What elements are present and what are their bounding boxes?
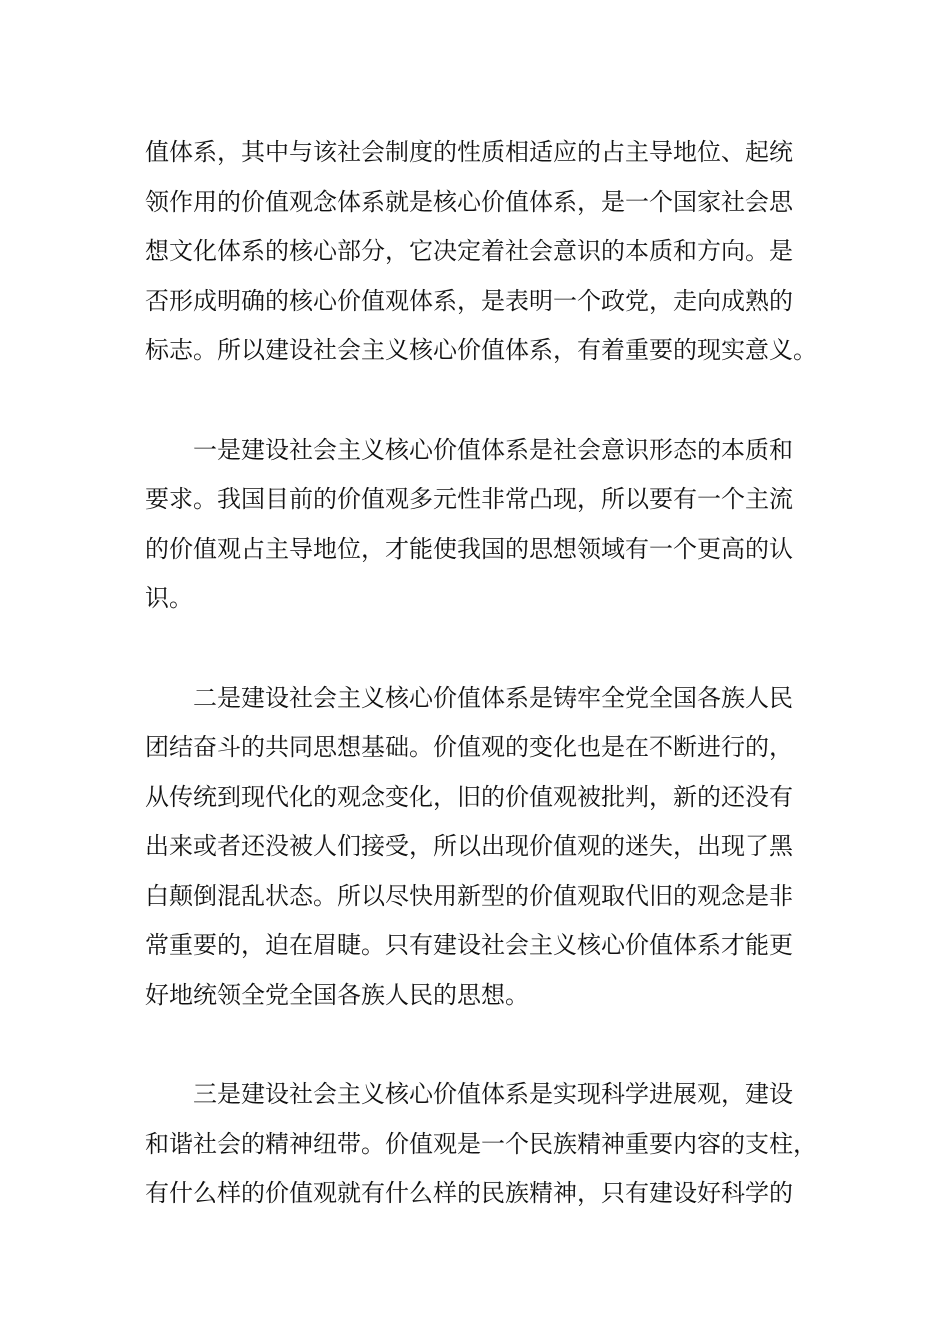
text-line: 团结奋斗的共同思想基础。价值观的变化也是在不断进行的， (145, 733, 793, 761)
text-line: 领作用的价值观念体系就是核心价值体系，是一个国家社会思 (145, 187, 793, 216)
text-line: 值体系，其中与该社会制度的性质相适应的占主导地位、起统 (145, 138, 793, 166)
text-line: 识。 (145, 584, 193, 612)
text-line: 有什么样的价值观就有什么样的民族精神，只有建设好科学的 (145, 1179, 793, 1207)
text-line: 白颠倒混乱状态。所以尽快用新型的价值观取代旧的观念是非 (145, 881, 793, 910)
paragraph-point-two (145, 674, 825, 1021)
text-line: 否形成明确的核心价值观体系，是表明一个政党，走向成熟的 (145, 286, 793, 315)
text-line: 的价值观占主导地位，才能使我国的思想领域有一个更高的认 (145, 534, 793, 563)
paragraph-point-one (145, 426, 825, 624)
text-line: 出来或者还没被人们接受，所以出现价值观的迷失，出现了黑 (145, 832, 793, 860)
text-line: 好地统领全党全国各族人民的思想。 (145, 980, 529, 1009)
document-body (145, 128, 825, 1269)
text-line: 要求。我国目前的价值观多元性非常凸现，所以要有一个主流 (145, 485, 793, 513)
text-line: 和谐社会的精神纽带。价值观是一个民族精神重要内容的支柱， (145, 1129, 817, 1158)
text-line: 三是建设社会主义核心价值体系是实现科学进展观，建设 (193, 1080, 793, 1108)
text-line: 常重要的，迫在眉睫。只有建设社会主义核心价值体系才能更 (145, 931, 793, 959)
text-line: 一是建设社会主义核心价值体系是社会意识形态的本质和 (193, 435, 793, 464)
paragraph-point-three (145, 1070, 825, 1219)
paragraph-intro (145, 128, 825, 376)
text-line: 二是建设社会主义核心价值体系是铸牢全党全国各族人民 (193, 683, 793, 712)
text-line: 想文化体系的核心部分，它决定着社会意识的本质和方向。是 (145, 237, 793, 265)
text-line: 从传统到现代化的观念变化，旧的价值观被批判，新的还没有 (145, 782, 793, 811)
text-line: 标志。所以建设社会主义核心价值体系，有着重要的现实意义。 (145, 336, 817, 364)
